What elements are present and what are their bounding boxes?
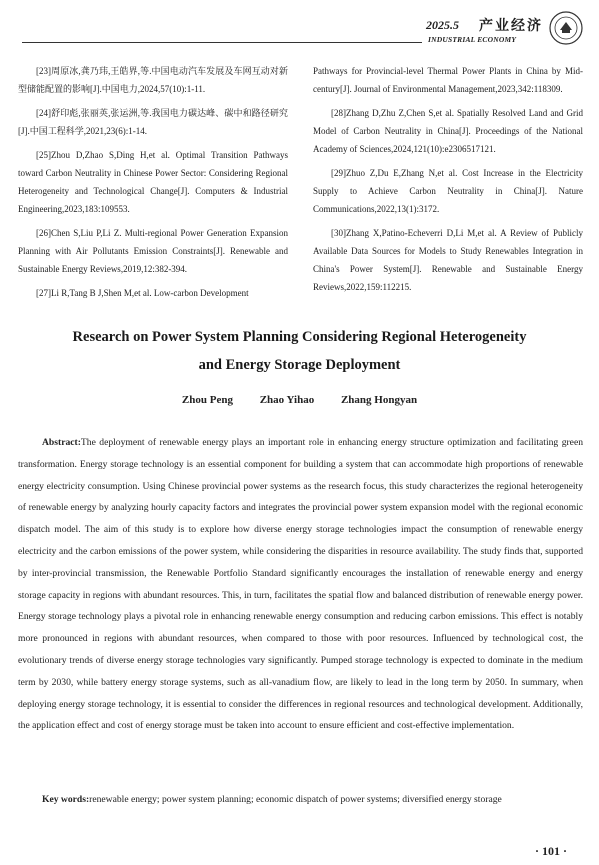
author-name: Zhou Peng xyxy=(181,394,233,406)
reference-item: [25]Zhou D,Zhao S,Ding H,et al. Optimal Transition Pathways toward Carbon Neutrality in Chinese Power Sector: Considering Regional Heterogeneity and Technological Change[J]. Computers & Industrial Engineering,2023,183:109553. xyxy=(18,150,288,214)
abstract-text: The deployment of renewable energy plays an important role in enhancing energy structure optimization and facilitating green transformation. Energy storage technology is an essential component for building a system that can accommodate high proportions of renewable energy electricity consumption. Using Chinese provincial power systems as the research focus, this study characterizes the regional heterogeneity of renewable energy by analyzing hourly capacity factors and integrates the provincial power system expansion model with the regional economic dispatch model. The aim of this study is to explore how diverse energy storage technologies impact the consumption of renewable energy electricity and the carbon emissions of the power system, while considering the disparities in resource availability. The study finds that, supported by inter-provincial transmission, the Renewable Portfolio Standard significantly encourages the installation of renewable energy and energy storage capacity in regions with abundant resources. This, in turn, facilitates the spatial flow and balanced distribution of renewable energy power. Energy storage technology plays a pivotal role in enhancing renewable energy consumption and reducing carbon emissions. This effect is notably more pronounced in regions with abundant resources, when compared to those with poor resources. Influenced by technological cost, the evolutionary trends of diverse energy storage technologies vary significantly. Pumped storage technology is expected to dominate in the medium term by 2030, while battery energy storage systems, such as all-vanadium flow, are likely to lead in the long term by 2050. In summary, when deploying energy storage technology, it is essential to consider the differences in regional resources and technological development. Additionally, the application effect and cost of energy storage must be taken into account to ensure efficient and cost-effective implementation. xyxy=(18,437,583,732)
title-line-1: Research on Power System Planning Considering Regional Heterogeneity xyxy=(72,329,527,345)
issue-number: 2025.5 xyxy=(426,18,459,32)
reference-item: [28]Zhang D,Zhu Z,Chen S,et al. Spatially Resolved Land and Grid Model of Carbon Neutrality in China[J]. Proceedings of the National Academy of Sciences,2024,121(10):e2306517121. xyxy=(313,108,583,154)
reference-item: Pathways for Provincial-level Thermal Power Plants in China by Mid-century[J]. Journal of Environmental Management,2023,342:118309. xyxy=(313,66,583,94)
author-name: Zhao Yihao xyxy=(259,394,315,406)
references-right-column xyxy=(313,62,583,302)
journal-name-cn: 产业经济 xyxy=(479,18,543,34)
author-list xyxy=(0,394,599,406)
reference-item: [29]Zhuo Z,Du E,Zhang N,et al. Cost Increase in the Electricity Supply to Achieve Carbon Neutrality in China[J]. Nature Communications,2022,13(1):3172. xyxy=(313,168,583,214)
keywords xyxy=(18,790,583,810)
header-rule xyxy=(22,42,422,43)
paper-title xyxy=(30,323,569,379)
page-number: · 101 · xyxy=(535,844,568,858)
university-seal-icon xyxy=(548,10,584,46)
title-line-2: and Energy Storage Deployment xyxy=(198,357,401,373)
references-left-column xyxy=(18,62,288,308)
keywords-label: Key words: xyxy=(42,794,90,805)
reference-item: [30]Zhang X,Patino-Echeverri D,Li M,et al. A Review of Publicly Available Data Sources for Models to Study Renewables Integration in China's Power System[J]. Renewable and Sustainable Energy Reviews,2022,159:112215. xyxy=(313,228,583,292)
abstract-label: Abstract: xyxy=(42,437,81,448)
reference-item: [27]Li R,Tang B J,Shen M,et al. Low-carbon Development xyxy=(36,288,249,298)
keywords-text: renewable energy; power system planning; economic dispatch of power systems; diversified energy storage xyxy=(89,794,502,805)
reference-item: [26]Chen S,Liu P,Li Z. Multi-regional Power Generation Expansion Planning with Air Pollutants Emission Constraints[J]. Renewable and Sustainable Energy Reviews,2019,12:382-394. xyxy=(18,228,288,274)
abstract xyxy=(18,432,583,737)
reference-item: [24]舒印彪,张丽英,张运洲,等.我国电力碳达峰、碳中和路径研究[J].中国工程科学,2021,23(6):1-14. xyxy=(18,108,288,136)
journal-name-en: INDUSTRIAL ECONOMY xyxy=(428,35,517,44)
author-name: Zhang Hongyan xyxy=(340,394,418,406)
page-header xyxy=(0,10,599,50)
reference-item: [23]周原冰,龚乃玮,王皓界,等.中国电动汽车发展及车网互动对新型储能配置的影响[J].中国电力,2024,57(10):1-11. xyxy=(18,66,288,94)
